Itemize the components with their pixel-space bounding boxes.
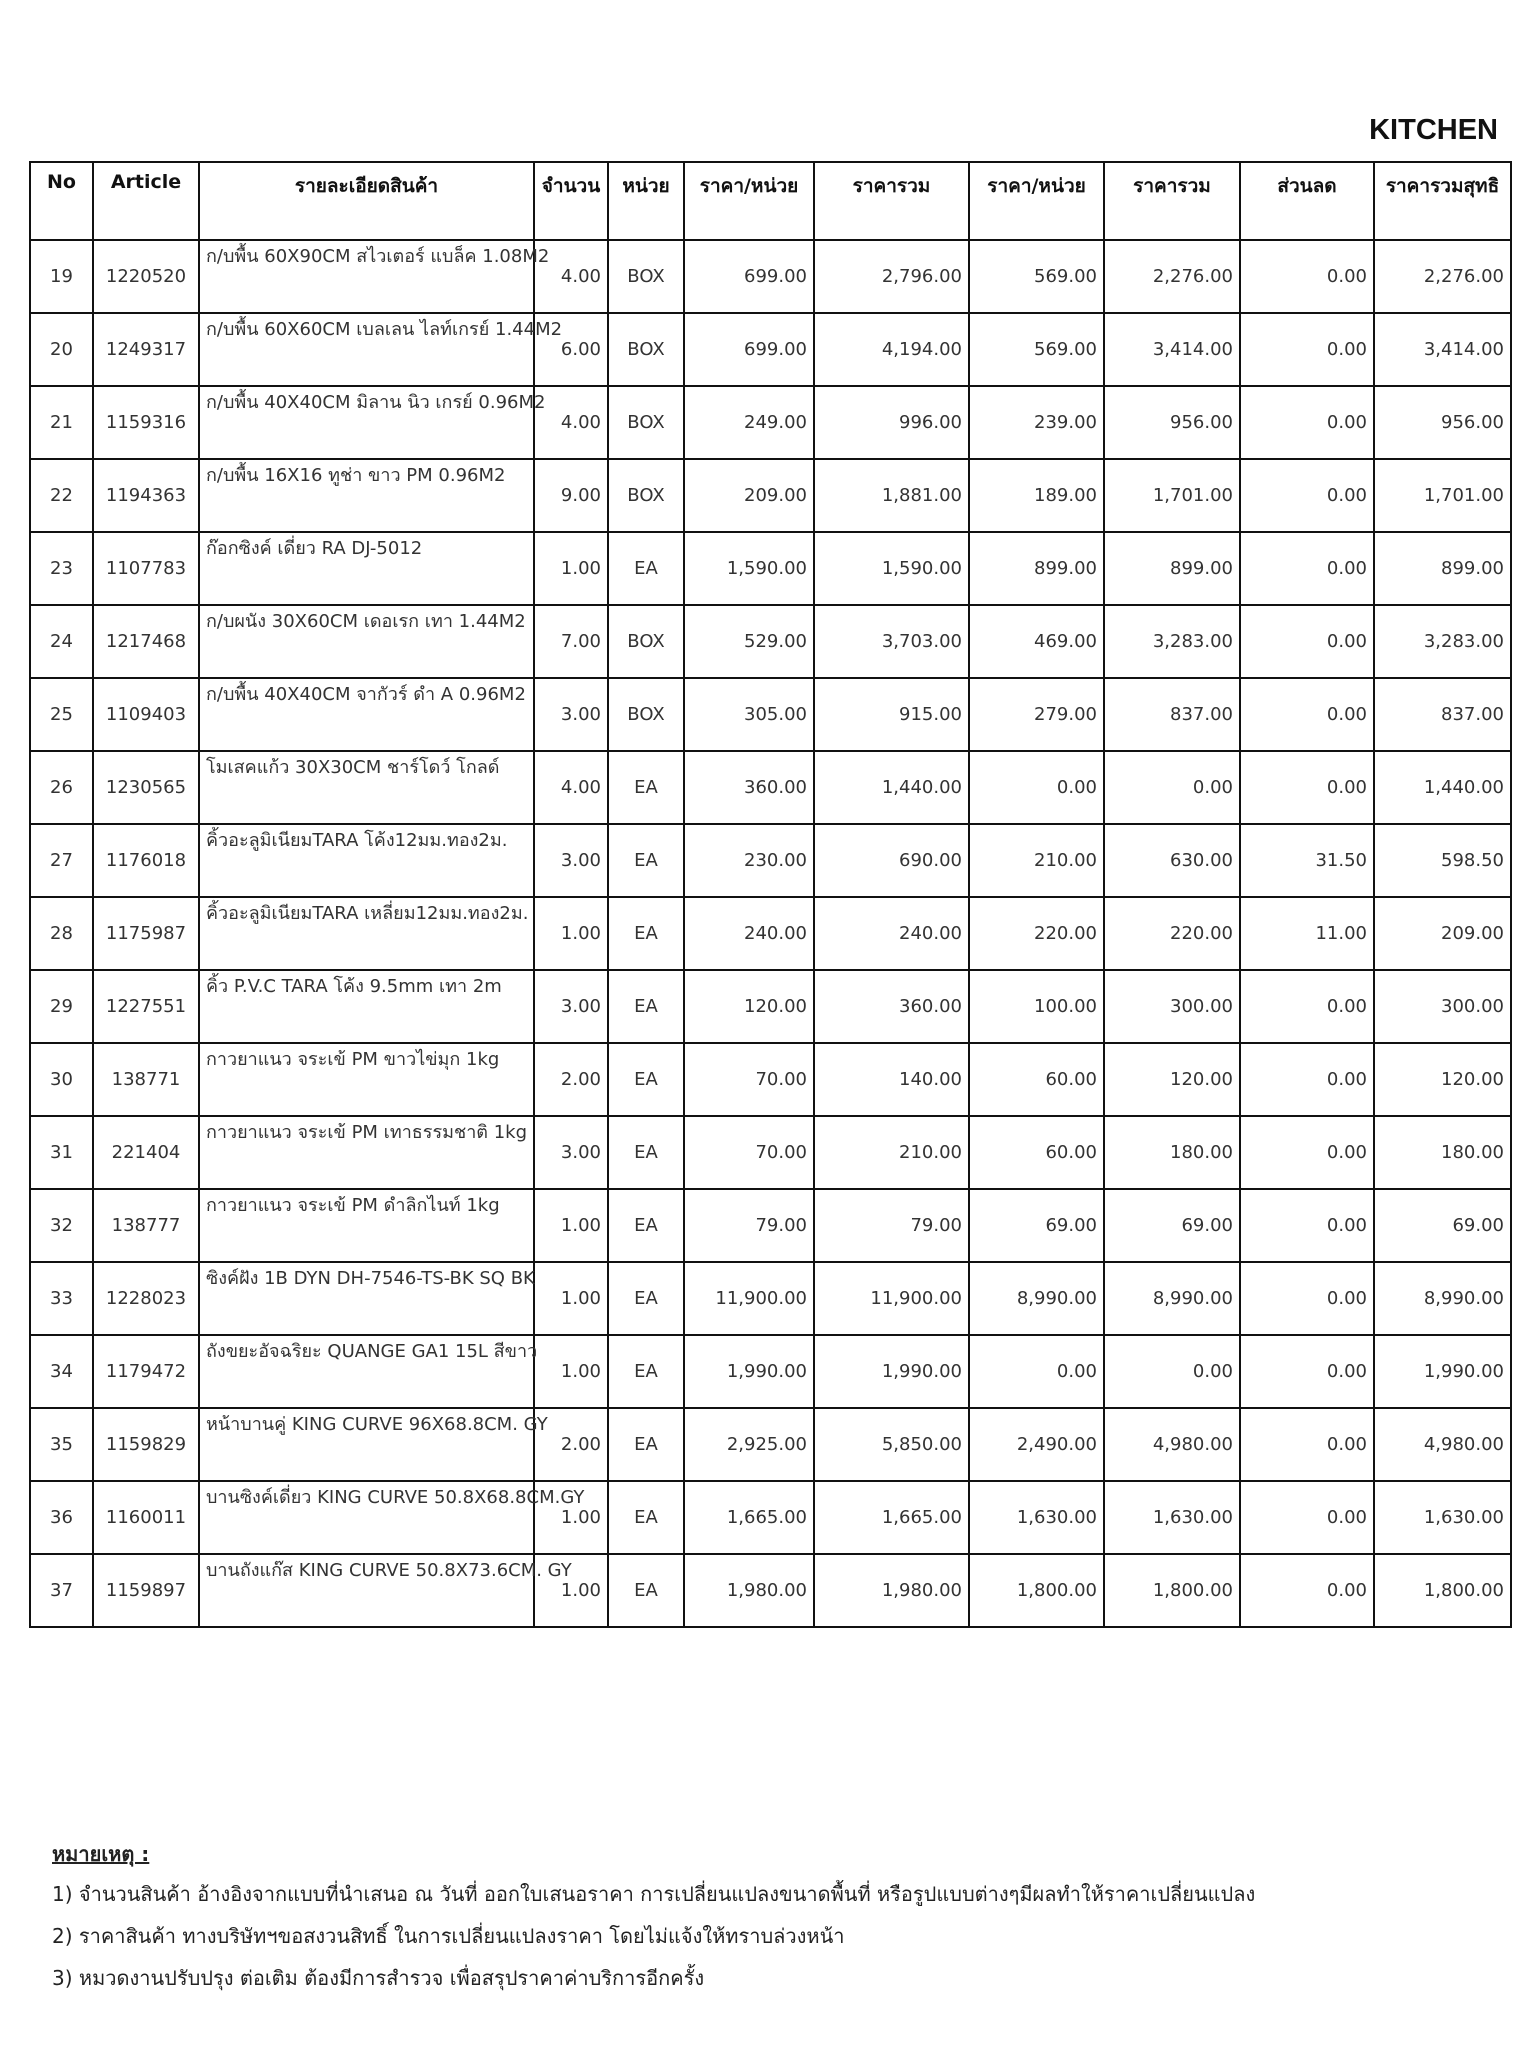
cell-unit: BOX <box>608 678 684 751</box>
cell-net-total: 2,276.00 <box>1374 240 1511 313</box>
cell-article: 1159316 <box>93 386 199 459</box>
table-body <box>30 240 1511 1627</box>
cell-unit: EA <box>608 1262 684 1335</box>
table-row <box>30 1262 1511 1335</box>
cell-description: กาวยาแนว จระเข้ PM ดำลิกไนท์ 1kg <box>199 1189 534 1262</box>
cell-description: กาวยาแนว จระเข้ PM เทาธรรมชาติ 1kg <box>199 1116 534 1189</box>
cell-unit-price: 305.00 <box>684 678 814 751</box>
cell-quantity: 1.00 <box>534 1262 608 1335</box>
table-row <box>30 1554 1511 1627</box>
cell-description: ก๊อกซิงค์ เดี่ยว RA DJ-5012 <box>199 532 534 605</box>
cell-total-2: 956.00 <box>1104 386 1240 459</box>
cell-net-total: 120.00 <box>1374 1043 1511 1116</box>
cell-description: บานซิงค์เดี่ยว KING CURVE 50.8X68.8CM.GY <box>199 1481 534 1554</box>
cell-discount: 0.00 <box>1240 1335 1374 1408</box>
cell-total-2: 1,800.00 <box>1104 1554 1240 1627</box>
cell-unit: EA <box>608 1116 684 1189</box>
cell-description: ก/บพื้น 16X16 ทูช่า ขาว PM 0.96M2 <box>199 459 534 532</box>
cell-unit-price: 209.00 <box>684 459 814 532</box>
cell-discount: 0.00 <box>1240 240 1374 313</box>
cell-article: 1230565 <box>93 751 199 824</box>
cell-article: 1159829 <box>93 1408 199 1481</box>
table-row <box>30 751 1511 824</box>
cell-quantity: 6.00 <box>534 313 608 386</box>
cell-article: 1249317 <box>93 313 199 386</box>
cell-unit: EA <box>608 824 684 897</box>
cell-discount: 0.00 <box>1240 1481 1374 1554</box>
cell-no: 25 <box>30 678 93 751</box>
cell-total: 140.00 <box>814 1043 969 1116</box>
cell-unit: BOX <box>608 240 684 313</box>
cell-article: 138777 <box>93 1189 199 1262</box>
cell-quantity: 1.00 <box>534 1481 608 1554</box>
cell-net-total: 598.50 <box>1374 824 1511 897</box>
header-description: รายละเอียดสินค้า <box>199 162 534 240</box>
table-row <box>30 1043 1511 1116</box>
table-row <box>30 970 1511 1043</box>
cell-net-total: 1,440.00 <box>1374 751 1511 824</box>
cell-unit-price: 1,590.00 <box>684 532 814 605</box>
cell-total-2: 1,701.00 <box>1104 459 1240 532</box>
cell-description: กาวยาแนว จระเข้ PM ขาวไข่มุก 1kg <box>199 1043 534 1116</box>
cell-unit: BOX <box>608 313 684 386</box>
cell-unit-price: 699.00 <box>684 313 814 386</box>
cell-total: 1,881.00 <box>814 459 969 532</box>
cell-discount: 0.00 <box>1240 1554 1374 1627</box>
cell-total: 1,980.00 <box>814 1554 969 1627</box>
cell-unit-price-2: 469.00 <box>969 605 1104 678</box>
cell-total: 3,703.00 <box>814 605 969 678</box>
cell-quantity: 1.00 <box>534 1335 608 1408</box>
cell-unit: EA <box>608 532 684 605</box>
cell-no: 32 <box>30 1189 93 1262</box>
cell-quantity: 1.00 <box>534 1189 608 1262</box>
cell-total-2: 3,414.00 <box>1104 313 1240 386</box>
cell-unit-price: 2,925.00 <box>684 1408 814 1481</box>
cell-article: 1194363 <box>93 459 199 532</box>
cell-unit-price-2: 239.00 <box>969 386 1104 459</box>
cell-unit-price-2: 569.00 <box>969 240 1104 313</box>
cell-unit: EA <box>608 1481 684 1554</box>
cell-unit-price: 1,665.00 <box>684 1481 814 1554</box>
cell-unit: EA <box>608 1554 684 1627</box>
cell-article: 1220520 <box>93 240 199 313</box>
cell-discount: 0.00 <box>1240 1189 1374 1262</box>
cell-unit-price: 360.00 <box>684 751 814 824</box>
cell-total-2: 899.00 <box>1104 532 1240 605</box>
cell-no: 26 <box>30 751 93 824</box>
cell-unit-price: 529.00 <box>684 605 814 678</box>
cell-net-total: 3,414.00 <box>1374 313 1511 386</box>
cell-unit-price: 70.00 <box>684 1116 814 1189</box>
table-row <box>30 459 1511 532</box>
items-table <box>29 161 1512 1628</box>
cell-unit: BOX <box>608 605 684 678</box>
cell-total-2: 2,276.00 <box>1104 240 1240 313</box>
header-no: No <box>30 162 93 240</box>
cell-unit-price-2: 569.00 <box>969 313 1104 386</box>
cell-unit-price: 11,900.00 <box>684 1262 814 1335</box>
note-line-3: 3) หมวดงานปรับปรุง ต่อเติม ต้องมีการสำรวจ เพื่อสรุปราคาค่าบริการอีกครั้ง <box>52 1966 705 1990</box>
cell-article: 1109403 <box>93 678 199 751</box>
cell-no: 23 <box>30 532 93 605</box>
cell-total: 1,440.00 <box>814 751 969 824</box>
cell-article: 221404 <box>93 1116 199 1189</box>
header-row <box>30 162 1511 240</box>
cell-description: ก/บพื้น 40X40CM จากัวร์ ดำ A 0.96M2 <box>199 678 534 751</box>
cell-total-2: 3,283.00 <box>1104 605 1240 678</box>
cell-net-total: 300.00 <box>1374 970 1511 1043</box>
cell-unit-price-2: 100.00 <box>969 970 1104 1043</box>
cell-no: 36 <box>30 1481 93 1554</box>
cell-unit-price-2: 2,490.00 <box>969 1408 1104 1481</box>
cell-no: 35 <box>30 1408 93 1481</box>
cell-discount: 31.50 <box>1240 824 1374 897</box>
cell-unit: BOX <box>608 459 684 532</box>
cell-description: ซิงค์ฝัง 1B DYN DH-7546-TS-BK SQ BK <box>199 1262 534 1335</box>
cell-quantity: 2.00 <box>534 1408 608 1481</box>
table-row <box>30 313 1511 386</box>
cell-unit-price-2: 8,990.00 <box>969 1262 1104 1335</box>
cell-unit-price-2: 189.00 <box>969 459 1104 532</box>
cell-quantity: 4.00 <box>534 751 608 824</box>
cell-unit-price-2: 69.00 <box>969 1189 1104 1262</box>
cell-total: 2,796.00 <box>814 240 969 313</box>
cell-total-2: 8,990.00 <box>1104 1262 1240 1335</box>
cell-total: 240.00 <box>814 897 969 970</box>
cell-no: 29 <box>30 970 93 1043</box>
cell-description: คิ้วอะลูมิเนียมTARA เหลี่ยม12มม.ทอง2ม. <box>199 897 534 970</box>
cell-total: 690.00 <box>814 824 969 897</box>
cell-discount: 0.00 <box>1240 1043 1374 1116</box>
cell-quantity: 1.00 <box>534 897 608 970</box>
cell-unit: EA <box>608 751 684 824</box>
table-row <box>30 605 1511 678</box>
cell-unit-price: 1,980.00 <box>684 1554 814 1627</box>
cell-total: 11,900.00 <box>814 1262 969 1335</box>
notes-section <box>52 1838 1255 2004</box>
cell-article: 1227551 <box>93 970 199 1043</box>
cell-net-total: 1,990.00 <box>1374 1335 1511 1408</box>
cell-quantity: 1.00 <box>534 532 608 605</box>
cell-discount: 0.00 <box>1240 605 1374 678</box>
cell-article: 1160011 <box>93 1481 199 1554</box>
cell-description: หน้าบานคู่ KING CURVE 96X68.8CM. GY <box>199 1408 534 1481</box>
header-discount: ส่วนลด <box>1240 162 1374 240</box>
cell-article: 1107783 <box>93 532 199 605</box>
cell-unit-price-2: 0.00 <box>969 1335 1104 1408</box>
cell-net-total: 180.00 <box>1374 1116 1511 1189</box>
cell-quantity: 3.00 <box>534 678 608 751</box>
cell-discount: 0.00 <box>1240 1116 1374 1189</box>
cell-article: 1175987 <box>93 897 199 970</box>
cell-unit-price-2: 899.00 <box>969 532 1104 605</box>
cell-unit: EA <box>608 1043 684 1116</box>
cell-total-2: 220.00 <box>1104 897 1240 970</box>
cell-total-2: 4,980.00 <box>1104 1408 1240 1481</box>
cell-unit-price-2: 210.00 <box>969 824 1104 897</box>
cell-discount: 11.00 <box>1240 897 1374 970</box>
table-row <box>30 240 1511 313</box>
cell-total: 915.00 <box>814 678 969 751</box>
cell-quantity: 3.00 <box>534 970 608 1043</box>
cell-total-2: 0.00 <box>1104 1335 1240 1408</box>
cell-unit-price: 79.00 <box>684 1189 814 1262</box>
cell-unit: EA <box>608 1189 684 1262</box>
table-row <box>30 1189 1511 1262</box>
cell-description: ก/บผนัง 30X60CM เดอเรก เทา 1.44M2 <box>199 605 534 678</box>
cell-unit: EA <box>608 1408 684 1481</box>
header-article: Article <box>93 162 199 240</box>
cell-discount: 0.00 <box>1240 751 1374 824</box>
cell-net-total: 1,701.00 <box>1374 459 1511 532</box>
cell-net-total: 69.00 <box>1374 1189 1511 1262</box>
cell-quantity: 1.00 <box>534 1554 608 1627</box>
cell-discount: 0.00 <box>1240 678 1374 751</box>
cell-discount: 0.00 <box>1240 386 1374 459</box>
cell-total-2: 69.00 <box>1104 1189 1240 1262</box>
cell-article: 1176018 <box>93 824 199 897</box>
cell-unit-price: 699.00 <box>684 240 814 313</box>
table-row <box>30 532 1511 605</box>
cell-article: 138771 <box>93 1043 199 1116</box>
header-total-2: ราคารวม <box>1104 162 1240 240</box>
cell-net-total: 956.00 <box>1374 386 1511 459</box>
table-row <box>30 678 1511 751</box>
cell-total: 4,194.00 <box>814 313 969 386</box>
header-net-total: ราคารวมสุทธิ <box>1374 162 1511 240</box>
section-title: KITCHEN <box>1369 114 1498 146</box>
table-row <box>30 1116 1511 1189</box>
cell-unit-price: 120.00 <box>684 970 814 1043</box>
notes-title: หมายเหตุ : <box>52 1842 150 1866</box>
note-line-1: 1) จำนวนสินค้า อ้างอิงจากแบบที่นำเสนอ ณ วันที่ ออกใบเสนอราคา การเปลี่ยนแปลงขนาดพื้นที่ หรือรูปแบบต่างๆมีผลทำให้ราคาเปลี่ยนแปลง <box>52 1882 1256 1906</box>
cell-article: 1217468 <box>93 605 199 678</box>
cell-no: 37 <box>30 1554 93 1627</box>
cell-total-2: 630.00 <box>1104 824 1240 897</box>
table-row <box>30 1335 1511 1408</box>
cell-discount: 0.00 <box>1240 1262 1374 1335</box>
cell-net-total: 8,990.00 <box>1374 1262 1511 1335</box>
cell-unit-price-2: 60.00 <box>969 1043 1104 1116</box>
cell-net-total: 1,800.00 <box>1374 1554 1511 1627</box>
cell-net-total: 899.00 <box>1374 532 1511 605</box>
cell-net-total: 837.00 <box>1374 678 1511 751</box>
cell-no: 19 <box>30 240 93 313</box>
cell-quantity: 3.00 <box>534 1116 608 1189</box>
cell-no: 22 <box>30 459 93 532</box>
cell-no: 21 <box>30 386 93 459</box>
note-line-2: 2) ราคาสินค้า ทางบริษัทฯขอสงวนสิทธิ์ ในการเปลี่ยนแปลงราคา โดยไม่แจ้งให้ทราบล่วงหน้า <box>52 1924 845 1948</box>
cell-unit: EA <box>608 970 684 1043</box>
cell-unit-price-2: 1,800.00 <box>969 1554 1104 1627</box>
cell-total-2: 0.00 <box>1104 751 1240 824</box>
cell-no: 30 <box>30 1043 93 1116</box>
cell-unit-price: 240.00 <box>684 897 814 970</box>
cell-no: 24 <box>30 605 93 678</box>
cell-no: 20 <box>30 313 93 386</box>
cell-total: 79.00 <box>814 1189 969 1262</box>
cell-description: ก/บพื้น 60X90CM สไวเตอร์ แบล็ค 1.08M2 <box>199 240 534 313</box>
cell-unit: EA <box>608 897 684 970</box>
cell-unit-price-2: 0.00 <box>969 751 1104 824</box>
cell-total: 1,990.00 <box>814 1335 969 1408</box>
cell-description: ถังขยะอัจฉริยะ QUANGE GA1 15L สีขาว <box>199 1335 534 1408</box>
table-row <box>30 897 1511 970</box>
cell-total: 210.00 <box>814 1116 969 1189</box>
cell-description: คิ้วอะลูมิเนียมTARA โค้ง12มม.ทอง2ม. <box>199 824 534 897</box>
cell-net-total: 3,283.00 <box>1374 605 1511 678</box>
cell-unit-price: 249.00 <box>684 386 814 459</box>
cell-discount: 0.00 <box>1240 459 1374 532</box>
header-quantity: จำนวน <box>534 162 608 240</box>
cell-no: 31 <box>30 1116 93 1189</box>
cell-net-total: 4,980.00 <box>1374 1408 1511 1481</box>
cell-article: 1179472 <box>93 1335 199 1408</box>
cell-net-total: 209.00 <box>1374 897 1511 970</box>
cell-quantity: 7.00 <box>534 605 608 678</box>
cell-unit-price-2: 220.00 <box>969 897 1104 970</box>
cell-quantity: 9.00 <box>534 459 608 532</box>
header-total: ราคารวม <box>814 162 969 240</box>
cell-quantity: 3.00 <box>534 824 608 897</box>
cell-unit-price: 1,990.00 <box>684 1335 814 1408</box>
cell-discount: 0.00 <box>1240 313 1374 386</box>
cell-total: 360.00 <box>814 970 969 1043</box>
cell-article: 1159897 <box>93 1554 199 1627</box>
cell-unit-price-2: 1,630.00 <box>969 1481 1104 1554</box>
table-row <box>30 1408 1511 1481</box>
header-unit: หน่วย <box>608 162 684 240</box>
cell-quantity: 4.00 <box>534 240 608 313</box>
cell-unit-price-2: 279.00 <box>969 678 1104 751</box>
cell-discount: 0.00 <box>1240 1408 1374 1481</box>
cell-total: 1,665.00 <box>814 1481 969 1554</box>
cell-quantity: 4.00 <box>534 386 608 459</box>
table-row <box>30 824 1511 897</box>
table-header <box>30 162 1511 240</box>
cell-article: 1228023 <box>93 1262 199 1335</box>
cell-description: โมเสคแก้ว 30X30CM ชาร์โดว์ โกลด์ <box>199 751 534 824</box>
cell-net-total: 1,630.00 <box>1374 1481 1511 1554</box>
cell-unit-price: 70.00 <box>684 1043 814 1116</box>
cell-total-2: 300.00 <box>1104 970 1240 1043</box>
cell-description: บานถังแก๊ส KING CURVE 50.8X73.6CM. GY <box>199 1554 534 1627</box>
cell-no: 28 <box>30 897 93 970</box>
cell-description: ก/บพื้น 40X40CM มิลาน นิว เกรย์ 0.96M2 <box>199 386 534 459</box>
cell-total-2: 837.00 <box>1104 678 1240 751</box>
cell-total-2: 1,630.00 <box>1104 1481 1240 1554</box>
cell-no: 33 <box>30 1262 93 1335</box>
cell-no: 27 <box>30 824 93 897</box>
cell-unit: EA <box>608 1335 684 1408</box>
cell-total: 1,590.00 <box>814 532 969 605</box>
cell-no: 34 <box>30 1335 93 1408</box>
cell-discount: 0.00 <box>1240 970 1374 1043</box>
cell-discount: 0.00 <box>1240 532 1374 605</box>
cell-unit-price-2: 60.00 <box>969 1116 1104 1189</box>
header-unit-price: ราคา/หน่วย <box>684 162 814 240</box>
cell-total: 996.00 <box>814 386 969 459</box>
cell-total-2: 120.00 <box>1104 1043 1240 1116</box>
cell-unit-price: 230.00 <box>684 824 814 897</box>
cell-quantity: 2.00 <box>534 1043 608 1116</box>
table-row <box>30 1481 1511 1554</box>
cell-description: ก/บพื้น 60X60CM เบลเลน ไลท์เกรย์ 1.44M2 <box>199 313 534 386</box>
cell-description: คิ้ว P.V.C TARA โค้ง 9.5mm เทา 2m <box>199 970 534 1043</box>
cell-unit: BOX <box>608 386 684 459</box>
header-unit-price-2: ราคา/หน่วย <box>969 162 1104 240</box>
table-row <box>30 386 1511 459</box>
cell-total: 5,850.00 <box>814 1408 969 1481</box>
cell-total-2: 180.00 <box>1104 1116 1240 1189</box>
